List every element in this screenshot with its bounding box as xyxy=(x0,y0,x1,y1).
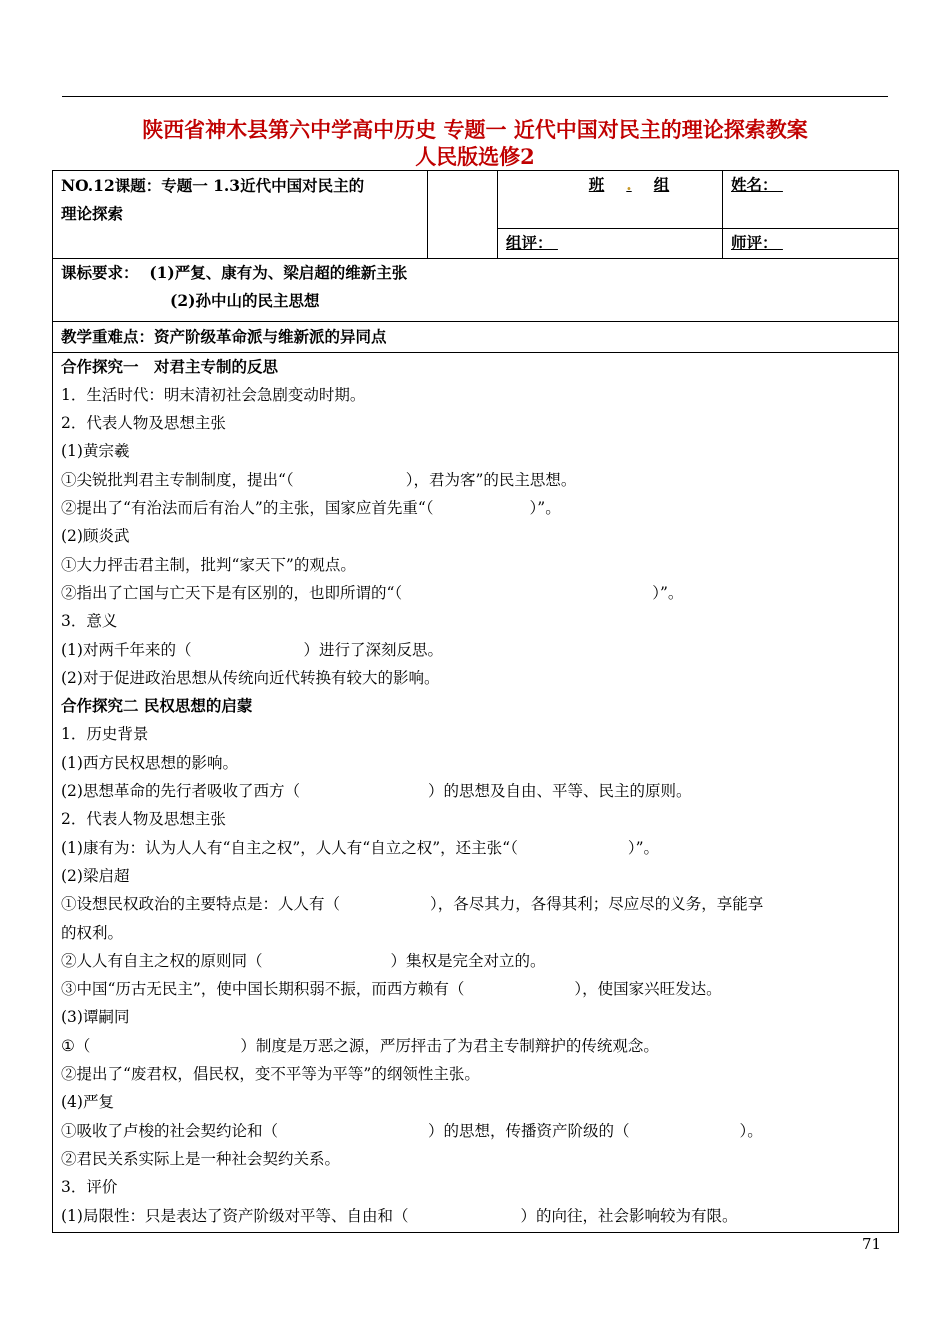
text: ）”。 xyxy=(627,838,660,857)
name-label: 姓名： xyxy=(731,175,778,194)
fill-blank-line xyxy=(61,947,890,975)
group-review-label: 组评： xyxy=(506,233,553,252)
lesson-table xyxy=(52,170,899,1233)
requirement-1: (1)严复、康有为、梁启超的维新主张 xyxy=(149,263,408,282)
section2-heading: 合作探究二 民权思想的启蒙 xyxy=(61,696,253,716)
title-line-1: 陕西省神木县第六中学高中历史 专题一 近代中国对民主的理论探索教案 xyxy=(142,117,808,142)
text: ）”。 xyxy=(529,499,561,518)
teacher-review-label: 师评： xyxy=(731,233,778,252)
text: ）。 xyxy=(739,1121,763,1140)
document-title xyxy=(52,116,898,170)
fill-blank-line xyxy=(61,975,890,1003)
section2-line: ②提出了“废君权，倡民权，变不平等为平等”的纲领性主张。 xyxy=(61,1065,480,1084)
name-cell xyxy=(723,171,899,229)
fill-blank-line xyxy=(61,579,890,607)
fill-blank-line xyxy=(61,1117,890,1145)
text: (2)思想革命的先行者吸收了西方（ xyxy=(61,782,300,801)
fill-blank-line xyxy=(61,890,890,918)
empty-cell xyxy=(428,171,498,259)
section1-line: (1)黄宗羲 xyxy=(61,442,130,461)
fill-blank-line xyxy=(61,466,890,494)
fill-blank-line xyxy=(61,834,890,862)
content-cell xyxy=(53,352,899,1232)
section2-line: 的权利。 xyxy=(61,923,124,942)
lesson-title-cell xyxy=(53,171,428,259)
top-rule xyxy=(62,96,888,97)
title-line-2: 人民版选修2 xyxy=(415,144,535,169)
lesson-title-line-2: 理论探索 xyxy=(61,204,124,223)
text: (1)康有为：认为人人有“自主之权”，人人有“自立之权”，还主张“（ xyxy=(61,838,518,857)
text: (1)对两千年来的（ xyxy=(61,640,192,659)
section2-line: 2．代表人物及思想主张 xyxy=(61,810,226,829)
page-number: 71 xyxy=(862,1235,882,1253)
section1-line: 3．意义 xyxy=(61,612,118,631)
text: ），使国家兴旺发达。 xyxy=(574,980,722,999)
requirement-2: (2)孙中山的民主思想 xyxy=(170,291,320,311)
fill-blank-line xyxy=(61,777,890,805)
text: (1)局限性：只是表达了资产阶级对平等、自由和（ xyxy=(61,1206,409,1225)
section2-line: (4)严复 xyxy=(61,1093,114,1112)
section1-line: (2)对于促进政治思想从传统向近代转换有较大的影响。 xyxy=(61,668,440,687)
fill-blank-line xyxy=(61,1032,890,1060)
teacher-review-cell xyxy=(723,229,899,259)
text: ）”。 xyxy=(652,583,684,602)
text: ①尖锐批判君主专制制度，提出“（ xyxy=(61,470,294,489)
text: ②人人有自主之权的原则同（ xyxy=(61,951,263,970)
section2-line: ②君民关系实际上是一种社会契约关系。 xyxy=(61,1149,341,1168)
section2-line: (1)西方民权思想的影响。 xyxy=(61,753,238,772)
section2-line: 3．评价 xyxy=(61,1178,118,1197)
text: ），各尽其力，各得其利；尽应尽的义务，享能享 xyxy=(430,895,764,914)
text: ）进行了深刻反思。 xyxy=(303,640,443,659)
text: ③中国“历古无民主”，使中国长期积弱不振，而西方赖有（ xyxy=(61,980,465,999)
text: ②提出了“有治法而后有治人”的主张，国家应首先重“（ xyxy=(61,499,434,518)
requirements-label: 课标要求： xyxy=(61,263,139,282)
text: ②指出了亡国与亡天下是有区别的，也即所谓的“（ xyxy=(61,583,403,602)
group-review-cell xyxy=(498,229,723,259)
class-group-cell: 班 . 组 xyxy=(498,171,723,229)
fill-blank-line xyxy=(61,494,890,522)
section1-line: (2)顾炎武 xyxy=(61,527,130,546)
section1-line: 2．代表人物及思想主张 xyxy=(61,414,226,433)
section2-line: (3)谭嗣同 xyxy=(61,1008,130,1027)
fill-blank-line xyxy=(61,1202,890,1230)
text: ）的向往，社会影响较为有限。 xyxy=(520,1206,738,1225)
text: ）集权是完全对立的。 xyxy=(390,951,546,970)
requirements-cell xyxy=(53,259,899,322)
group-label: 组 xyxy=(653,175,670,194)
section1-line: ①大力抨击君主制，批判“家天下”的观点。 xyxy=(61,555,356,574)
section2-line: (2)梁启超 xyxy=(61,866,130,885)
text: ①设想民权政治的主要特点是：人人有（ xyxy=(61,895,341,914)
fill-blank-line xyxy=(61,636,890,664)
text: ）的思想及自由、平等、民主的原则。 xyxy=(427,782,692,801)
text: ），君为客”的民主思想。 xyxy=(405,470,577,489)
section2-line: 1．历史背景 xyxy=(61,725,149,744)
lesson-title-line-1: NO.12课题：专题一 1.3近代中国对民主的 xyxy=(61,176,365,195)
text: ①吸收了卢梭的社会契约论和（ xyxy=(61,1121,279,1140)
key-points-cell: 教学重难点：资产阶级革命派与维新派的异同点 xyxy=(53,321,899,352)
text: ①（ xyxy=(61,1036,91,1055)
text: ）制度是万恶之源，严厉抨击了为君主专制辩护的传统观念。 xyxy=(240,1036,659,1055)
section1-heading: 合作探究一 对君主专制的反思 xyxy=(61,356,279,376)
class-label: 班 xyxy=(588,175,605,194)
section1-line: 1．生活时代：明末清初社会急剧变动时期。 xyxy=(61,385,366,404)
text: ）的思想，传播资产阶级的（ xyxy=(428,1121,630,1140)
